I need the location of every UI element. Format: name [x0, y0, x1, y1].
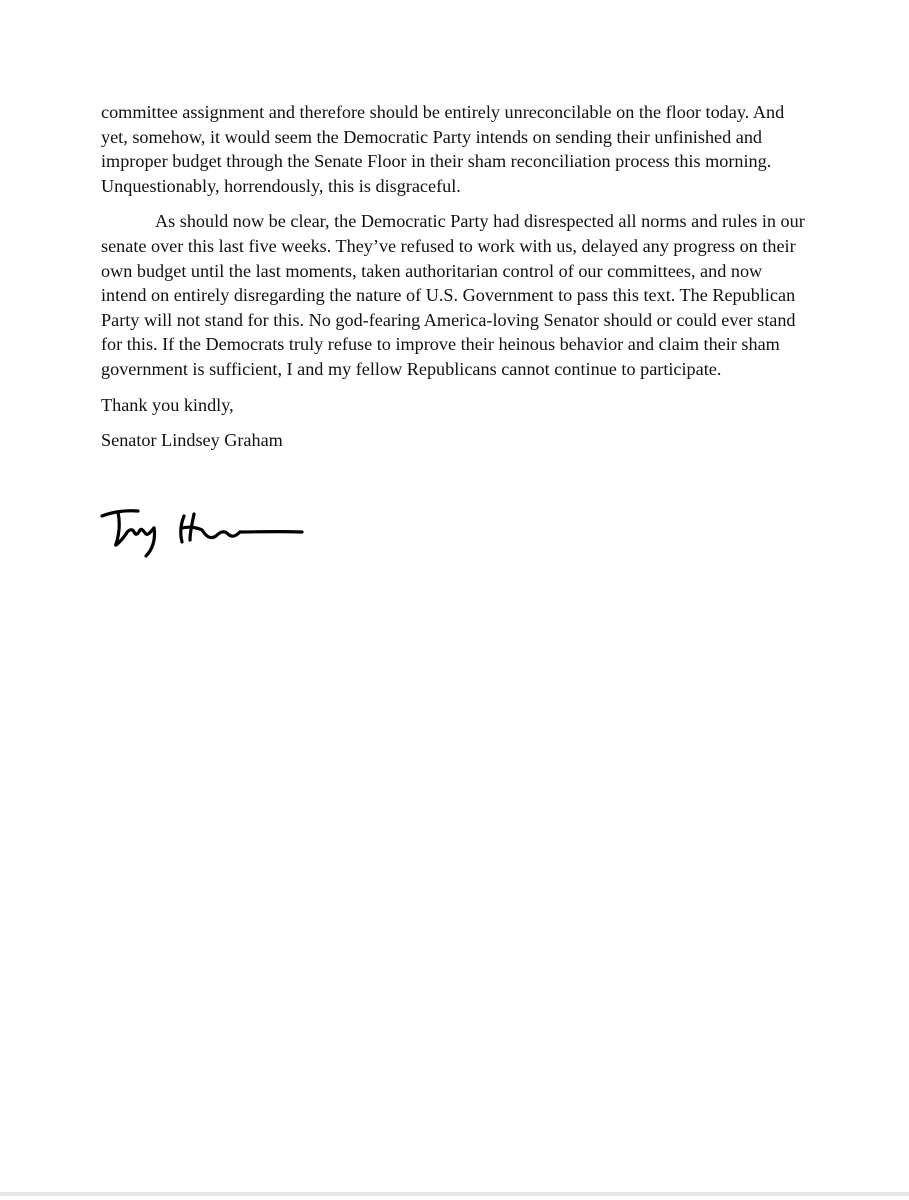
- signature-icon: [98, 500, 308, 558]
- page-bottom-edge: [0, 1192, 909, 1196]
- letter-paragraph-1: committee assignment and therefore should be entirely unreconcilable on the floor today. And yet, somehow, it would seem the Democratic Party intends on sending their unfinished and improper budget through the Senate Floor in their sham reconciliation process this morning. Unquestionably, horrendously, this is disgraceful.: [101, 102, 785, 196]
- letter-signatory: Senator Lindsey Graham: [101, 430, 283, 451]
- letter-body: [101, 100, 806, 464]
- letter-paragraph-2: As should now be clear, the Democratic Party had disrespected all norms and rules in our senate over this last five weeks. They’ve refused to work with us, delayed any progress on their own budget until the last moments, taken authoritarian control of our committees, and now intend on entirely disregarding the nature of U.S. Government to pass this text. The Republican Party will not stand for this. No god-fearing America-loving Senator should or could ever stand for this. If the Democrats truly refuse to improve their heinous behavior and claim their sham government is sufficient, I and my fellow Republicans cannot continue to participate.: [101, 211, 805, 379]
- letter-closing: Thank you kindly,: [101, 394, 234, 415]
